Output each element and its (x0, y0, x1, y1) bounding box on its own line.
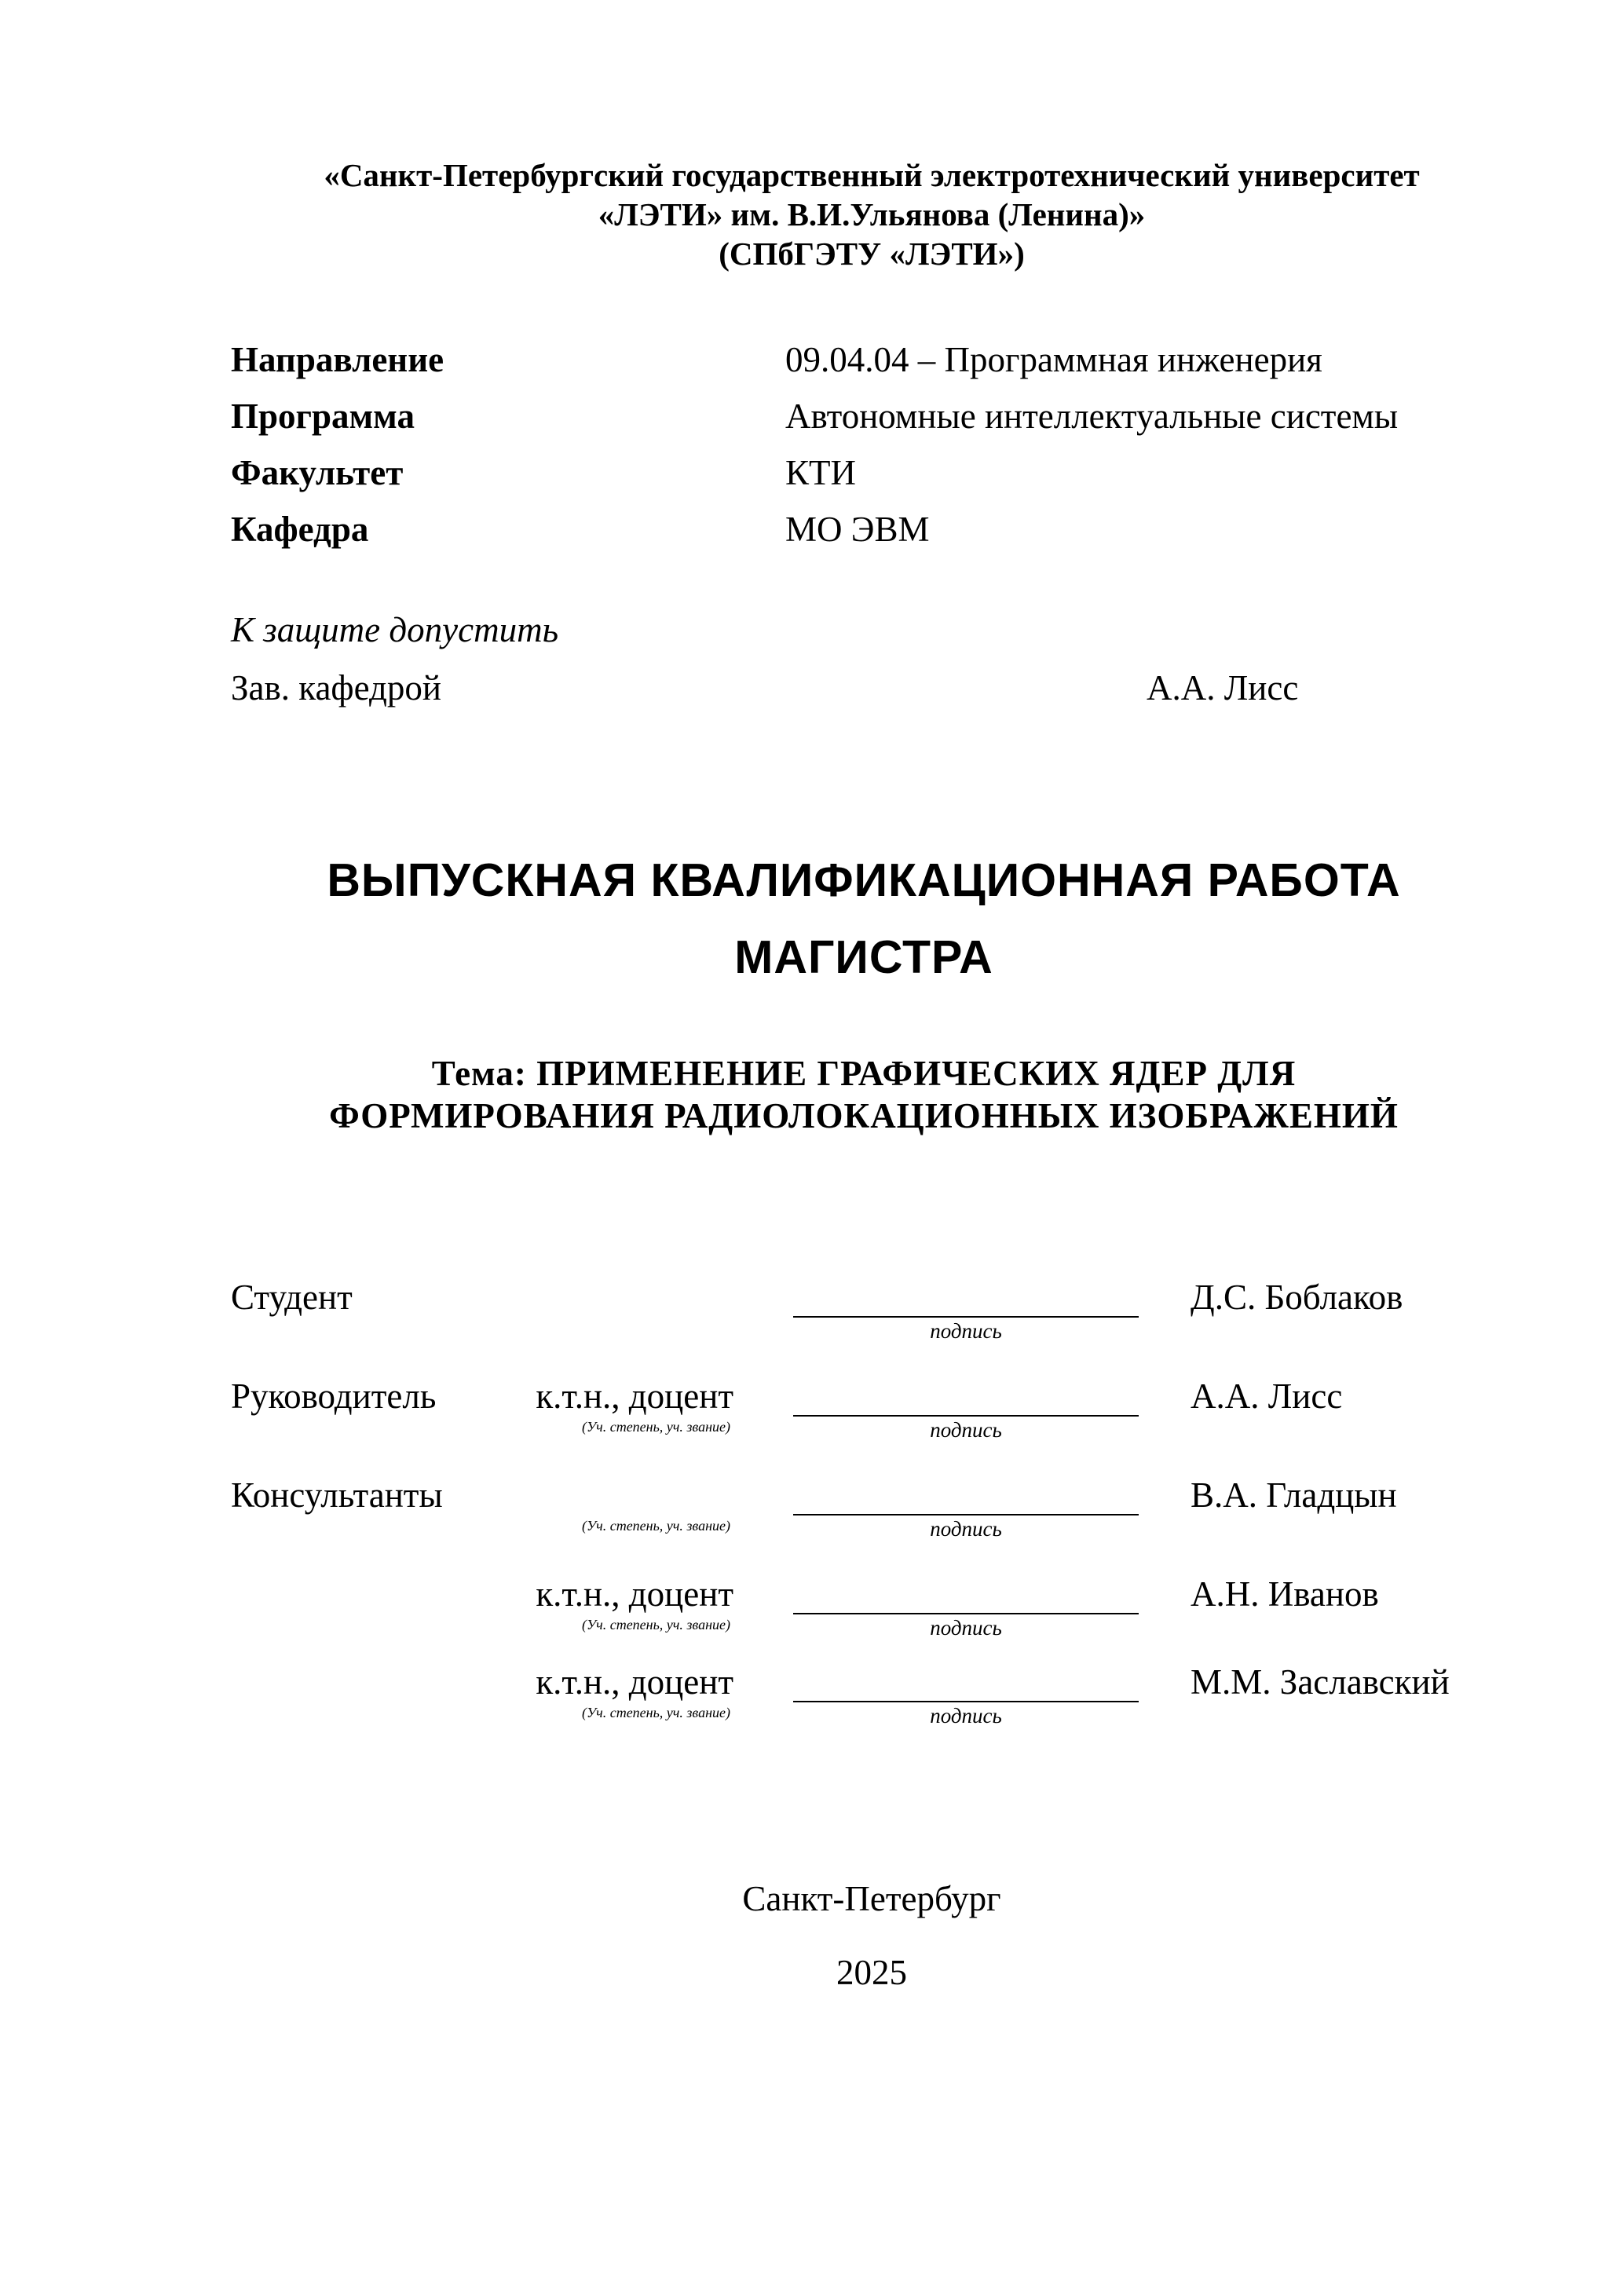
consultant-2-name: А.Н. Иванов (1191, 1574, 1379, 1614)
supervisor-signature-line (793, 1415, 1139, 1417)
admit-to-defense-text: К защите допустить (231, 610, 559, 649)
consultant-2-degree-caption: (Уч. степень, уч. звание) (582, 1617, 730, 1632)
program-value: Автономные интеллектуальные системы (785, 397, 1399, 436)
consultant-1-signature-line (793, 1514, 1139, 1515)
consultant-2-signature-line (793, 1613, 1139, 1614)
year: 2025 (836, 1953, 907, 1992)
supervisor-signature-caption: подпись (930, 1418, 1002, 1442)
consultant-1-degree-caption: (Уч. степень, уч. звание) (582, 1518, 730, 1534)
university-name-line2: «ЛЭТИ» им. В.И.Ульянова (Ленина)» (598, 196, 1146, 232)
program-label: Программа (231, 397, 415, 436)
student-name: Д.С. Боблаков (1191, 1278, 1403, 1317)
student-signature-line (793, 1316, 1139, 1318)
supervisor-degree-caption: (Уч. степень, уч. звание) (582, 1419, 730, 1435)
thesis-title-line1: ВЫПУСКНАЯ КВАЛИФИКАЦИОННАЯ РАБОТА (327, 854, 1401, 906)
head-of-department-name: А.А. Лисс (1147, 668, 1299, 707)
head-of-department-label: Зав. кафедрой (231, 668, 441, 707)
city: Санкт-Петербург (742, 1879, 1001, 1918)
department-label: Кафедра (231, 510, 369, 549)
consultant-3-name: М.М. Заславский (1191, 1662, 1450, 1702)
faculty-value: КТИ (785, 453, 856, 492)
consultant-2-signature-caption: подпись (930, 1616, 1002, 1640)
supervisor-label: Руководитель (231, 1377, 437, 1416)
student-signature-caption: подпись (930, 1319, 1002, 1343)
thesis-topic-line1: Тема: ПРИМЕНЕНИЕ ГРАФИЧЕСКИХ ЯДЕР ДЛЯ (431, 1054, 1297, 1093)
university-name-line1: «Санкт-Петербургский государственный электротехнический университет (324, 157, 1420, 193)
consultant-3-signature-caption: подпись (930, 1704, 1002, 1727)
direction-label: Направление (231, 340, 444, 379)
consultant-3-signature-line (793, 1701, 1139, 1702)
thesis-topic-line2: ФОРМИРОВАНИЯ РАДИОЛОКАЦИОННЫХ ИЗОБРАЖЕНИЙ (329, 1096, 1399, 1135)
consultant-3-degree: к.т.н., доцент (536, 1662, 733, 1702)
consultant-1-signature-caption: подпись (930, 1517, 1002, 1541)
supervisor-name: А.А. Лисс (1191, 1377, 1343, 1416)
faculty-label: Факультет (231, 453, 404, 492)
consultant-1-name: В.А. Гладцын (1191, 1475, 1397, 1515)
supervisor-degree: к.т.н., доцент (536, 1377, 733, 1416)
consultant-3-degree-caption: (Уч. степень, уч. звание) (582, 1705, 730, 1720)
student-label: Студент (231, 1278, 353, 1317)
university-abbreviation: (СПбГЭТУ «ЛЭТИ») (719, 236, 1025, 272)
department-value: МО ЭВМ (785, 510, 930, 549)
consultants-label: Консультанты (231, 1475, 443, 1515)
thesis-title-line2: МАГИСТРА (734, 931, 993, 983)
consultant-2-degree: к.т.н., доцент (536, 1574, 733, 1614)
direction-value: 09.04.04 – Программная инженерия (785, 340, 1322, 379)
